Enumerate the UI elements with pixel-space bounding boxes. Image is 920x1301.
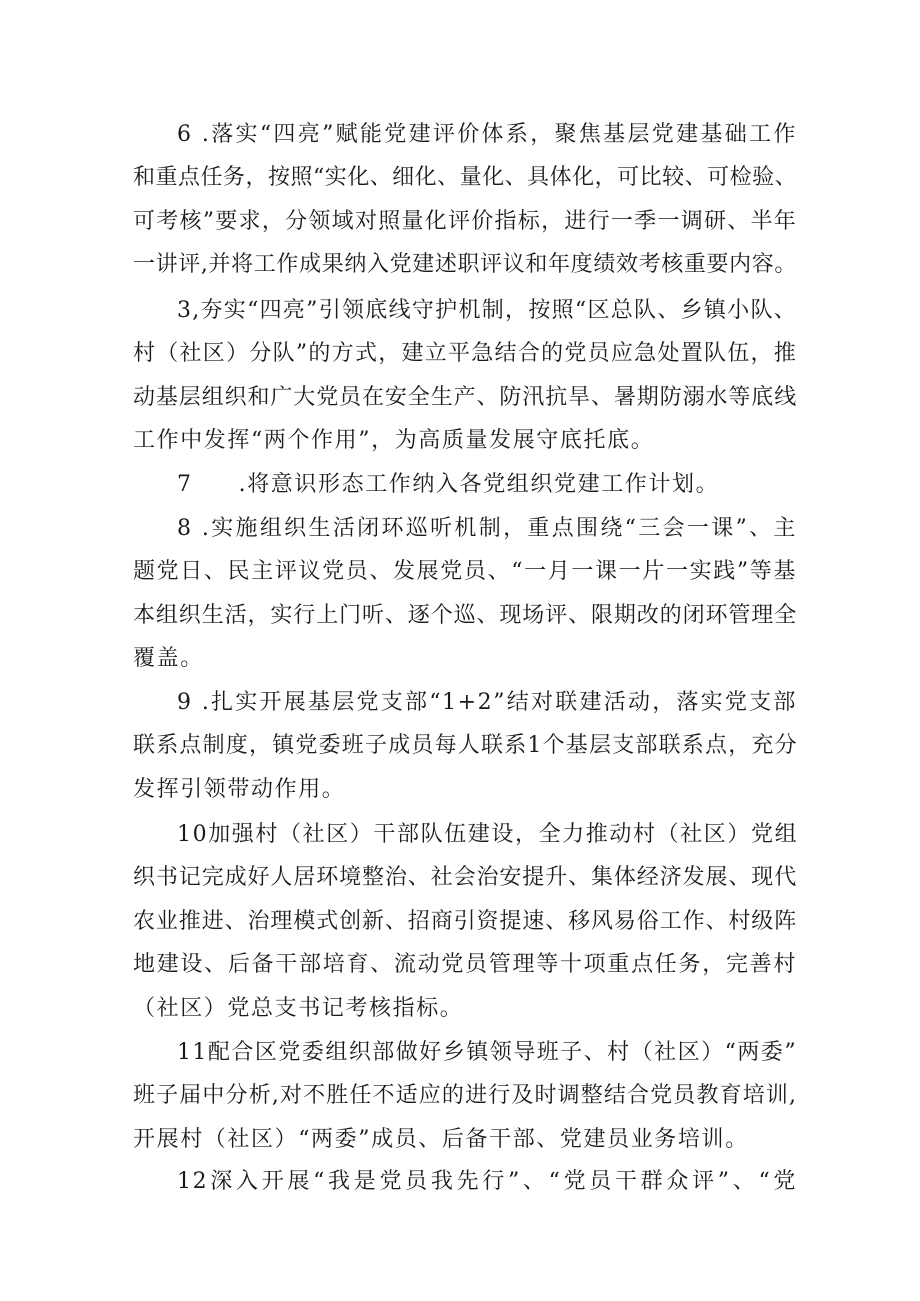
paragraph-10 [133,813,797,1030]
text-line: 和重点任务，按照“实化、细化、量化、具体化，可比较、可检验、 [133,165,797,191]
item-text: .将意识形态工作纳入各党组织党建工作计划。 [238,472,720,497]
text-line: 可考核”要求，分领域对照量化评价指标，进行一季一调研、半年 [133,208,797,234]
paragraph-12 [133,1160,797,1203]
text-line: 村（社区）分队”的方式，建立平急结合的党员应急处置队伍，推 [133,341,797,367]
paragraph-11 [133,1031,797,1161]
text-line: 地建设、后备干部培育、流动党员管理等十项重点任务，完善村 [133,952,797,978]
text-line: 覆盖。 [133,646,204,672]
text-line: 题党日、民主评议党员、发展党员、“一月一课一片一实践”等基 [133,559,797,585]
text-line: 工作中发挥“两个作用”，为高质量发展守底托底。 [133,428,655,454]
text-line: 农业推进、治理模式创新、招商引资提速、移风易俗工作、村级阵 [133,908,797,934]
text-line: 本组织生活，实行上门听、逐个巡、现场评、限期改的闭环管理全 [133,602,797,628]
text-line: 8 .实施组织生活闭环巡听机制，重点围绕“三会一课”、主 [177,516,797,541]
text-line: 10加强村（社区）干部队伍建设，全力推动村（社区）党组 [177,822,799,847]
text-line: 织书记完成好人居环境整治、社会治安提升、集体经济发展、现代 [133,865,797,891]
text-line: 联系点制度，镇党委班子成员每人联系1个基层支部联系点，充分 [133,733,798,759]
text-line: 9 .扎实开展基层党支部“1+2”结对联建活动，落实党支部 [177,690,797,715]
text-line [133,463,797,506]
text-line: 动基层组织和广大党员在安全生产、防汛抗旱、暑期防溺水等底线 [133,384,797,410]
text-line: 12深入开展“我是党员我先行”、“党员干群众评”、“党 [177,1169,797,1194]
paragraph-6 [133,113,797,287]
text-line: （社区）党总支书记考核指标。 [133,995,464,1021]
text-line: 6 .落实“四亮”赋能党建评价体系，聚焦基层党建基础工作 [177,122,797,147]
text-line: 一讲评,并将工作成果纳入党建述职评议和年度绩效考核重要内容。 [133,252,797,278]
paragraph-7 [133,463,797,506]
text-line: 班子届中分析,对不胜任不适应的进行及时调整结合党员教育培训, [133,1083,797,1109]
text-line: 3,夯实“四亮”引领底线守护机制，按照“区总队、乡镇小队、 [177,298,797,323]
paragraph-3 [133,289,797,463]
text-line: 开展村（社区）“两委”成员、后备干部、党建员业务培训。 [133,1126,749,1152]
paragraph-9 [133,681,797,811]
item-number: 7 [177,472,193,497]
paragraph-8 [133,507,797,681]
text-line: 11配合区党委组织部做好乡镇领导班子、村（社区）“两委” [177,1040,797,1065]
text-line: 发挥引领带动作用。 [133,776,346,802]
